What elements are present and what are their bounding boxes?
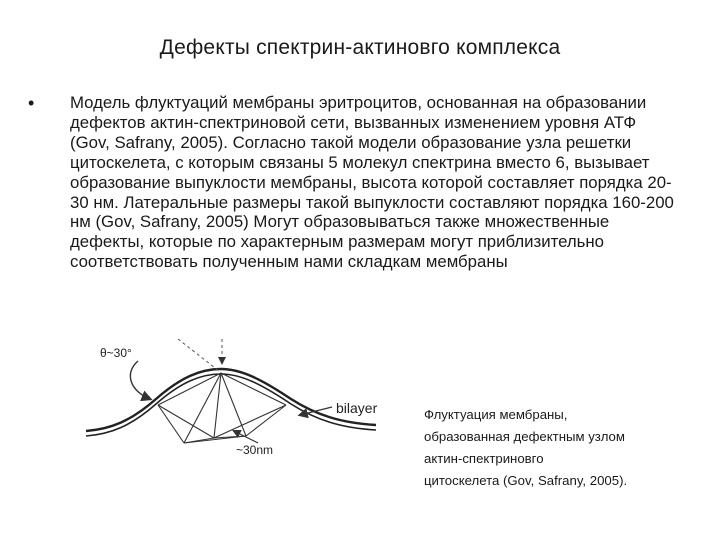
slide-title: Дефекты спектрин-актиновго комплекса — [159, 36, 561, 59]
dashed-line-apex — [178, 339, 219, 371]
caption-line: образованная дефектным узлом — [424, 429, 625, 444]
bilayer-label: bilayer — [336, 400, 378, 416]
membrane-defect-figure — [86, 333, 421, 458]
membrane-defect-diagram — [86, 333, 421, 458]
angle-label: θ~30° — [100, 346, 132, 360]
caption-line: цитоскелета (Gov, Safrany, 2005). — [424, 473, 628, 488]
bullet-dot: • — [28, 93, 35, 113]
figure-caption — [424, 404, 714, 492]
caption-line: Флуктуация мембраны, — [424, 407, 568, 422]
size-label: ~30nm — [236, 443, 274, 457]
caption-line: актин-спектриновго — [424, 451, 544, 466]
angle-arrow — [130, 361, 150, 399]
bullet-text: Модель флуктуаций мембраны эритроцитов, основанная на образовании дефектов актин-спектриновой сети, вызванных изменением уровня АТФ (Gov, Safrany, 2005). Согласно такой модели образование узла решетки цитоскелета, с которым связаны 5 молекул спектрина вместо 6, вызывает образование выпуклости мембраны, высота которой составляет порядка 20-30 нм. Латеральные размеры такой выпуклости составляют порядка 160-200 нм (Gov, Safrany, 2005) Могут образовываться также множественные дефекты, которые по характерным размерам могут приблизительно соответствовать полученным нами складкам мембраны — [70, 93, 674, 272]
bilayer-inner-curve — [86, 374, 376, 436]
